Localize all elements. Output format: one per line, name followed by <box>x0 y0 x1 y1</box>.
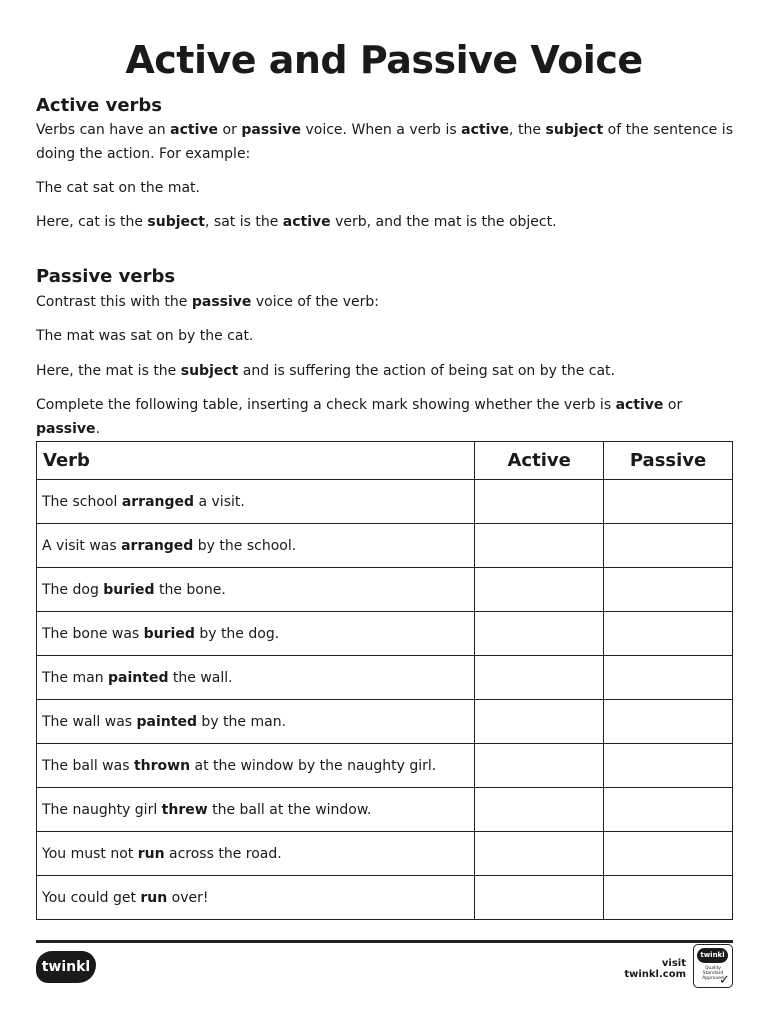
passive-checkbox-cell[interactable] <box>604 480 733 524</box>
sentence-cell: You could get run over! <box>37 876 475 920</box>
passive-example: The mat was sat on by the cat. <box>36 328 254 344</box>
table-row <box>37 876 733 920</box>
sentence-cell: The bone was buried by the dog. <box>37 612 475 656</box>
table-row <box>37 832 733 876</box>
table-row <box>37 700 733 744</box>
page-title: Active and Passive Voice <box>125 38 643 82</box>
sentence-cell: You must not run across the road. <box>37 832 475 876</box>
passive-verbs-heading: Passive verbs <box>36 266 176 287</box>
table-row <box>37 524 733 568</box>
active-checkbox-cell[interactable] <box>475 612 604 656</box>
badge-text: Quality Standard Approved <box>702 966 724 981</box>
table-instruction: Complete the following table, inserting a check mark showing whether the verb is active or passive. <box>36 397 683 437</box>
active-explanation: Here, cat is the subject, sat is the active verb, and the mat is the object. <box>36 214 557 230</box>
table-row <box>37 656 733 700</box>
quality-badge <box>693 944 733 988</box>
passive-checkbox-cell[interactable] <box>604 832 733 876</box>
active-verbs-heading: Active verbs <box>36 95 162 116</box>
passive-checkbox-cell[interactable] <box>604 788 733 832</box>
active-checkbox-cell[interactable] <box>475 524 604 568</box>
passive-checkbox-cell[interactable] <box>604 744 733 788</box>
twinkl-logo[interactable]: twinkl <box>36 951 96 983</box>
active-checkbox-cell[interactable] <box>475 744 604 788</box>
active-checkbox-cell[interactable] <box>475 656 604 700</box>
passive-explanation: Here, the mat is the subject and is suffering the action of being sat on by the cat. <box>36 363 615 379</box>
passive-checkbox-cell[interactable] <box>604 656 733 700</box>
table-row <box>37 788 733 832</box>
verb-column-header: Verb <box>37 442 475 480</box>
active-checkbox-cell[interactable] <box>475 832 604 876</box>
voice-table <box>36 441 733 920</box>
check-icon: ✓ <box>719 973 730 988</box>
sentence-cell: The man painted the wall. <box>37 656 475 700</box>
passive-intro: Contrast this with the passive voice of the verb: <box>36 294 380 310</box>
active-checkbox-cell[interactable] <box>475 788 604 832</box>
active-checkbox-cell[interactable] <box>475 568 604 612</box>
sentence-cell: The wall was painted by the man. <box>37 700 475 744</box>
passive-checkbox-cell[interactable] <box>604 700 733 744</box>
sentence-cell: The school arranged a visit. <box>37 480 475 524</box>
table-row <box>37 480 733 524</box>
table-row <box>37 568 733 612</box>
sentence-cell: The dog buried the bone. <box>37 568 475 612</box>
footer-rule <box>36 940 733 943</box>
active-intro: Verbs can have an active or passive voice. When a verb is active, the subject of the sentence is doing the action. For example: <box>36 122 733 162</box>
active-example: The cat sat on the mat. <box>36 180 200 196</box>
passive-checkbox-cell[interactable] <box>604 876 733 920</box>
passive-column-header: Passive <box>604 442 733 480</box>
active-column-header: Active <box>475 442 604 480</box>
badge-logo: twinkl <box>697 948 728 963</box>
passive-checkbox-cell[interactable] <box>604 568 733 612</box>
sentence-cell: The ball was thrown at the window by the naughty girl. <box>37 744 475 788</box>
active-checkbox-cell[interactable] <box>475 480 604 524</box>
passive-checkbox-cell[interactable] <box>604 524 733 568</box>
active-checkbox-cell[interactable] <box>475 876 604 920</box>
visit-link[interactable]: visit twinkl.com <box>624 958 686 980</box>
table-row <box>37 612 733 656</box>
table-header-row <box>37 442 733 480</box>
sentence-cell: A visit was arranged by the school. <box>37 524 475 568</box>
table-row <box>37 744 733 788</box>
passive-checkbox-cell[interactable] <box>604 612 733 656</box>
active-checkbox-cell[interactable] <box>475 700 604 744</box>
sentence-cell: The naughty girl threw the ball at the window. <box>37 788 475 832</box>
